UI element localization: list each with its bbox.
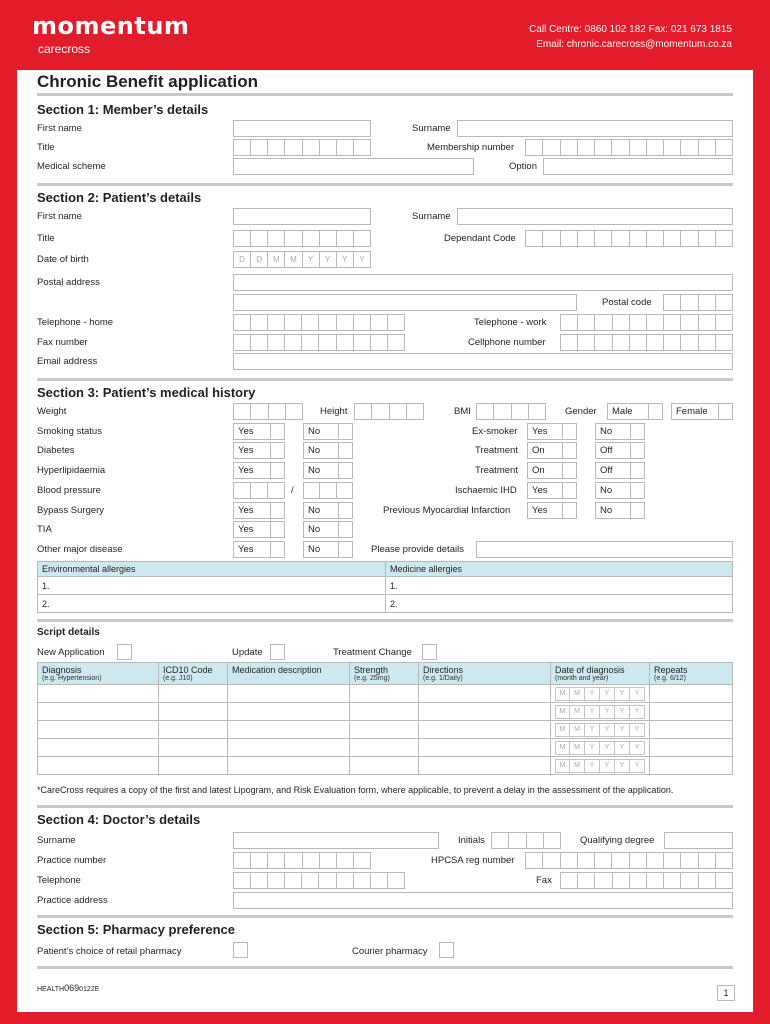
- smoking-no-option[interactable]: No: [303, 423, 353, 440]
- med-allergy-1[interactable]: 1.: [386, 577, 733, 595]
- diabetes-no-option[interactable]: No: [303, 442, 353, 459]
- table-row: M M Y Y Y Y: [38, 685, 733, 703]
- label-treatment: Treatment: [475, 465, 518, 476]
- label-postal-code: Postal code: [602, 297, 652, 308]
- script-title: Script details: [37, 627, 100, 638]
- contact-info: [529, 22, 732, 52]
- contact-email: Email: chronic.carecross@momentum.co.za: [536, 39, 732, 50]
- label-postal: Postal address: [37, 277, 100, 288]
- practice-number-field[interactable]: [233, 852, 371, 869]
- bp-diastolic-field[interactable]: [303, 482, 353, 499]
- exsmoker-yes-option[interactable]: Yes: [527, 423, 577, 440]
- fax-field[interactable]: [233, 334, 405, 351]
- med-allergy-2[interactable]: 2.: [386, 595, 733, 613]
- label-doctor-surname: Surname: [37, 835, 76, 846]
- label-doctor-fax: Fax: [536, 875, 552, 886]
- email-field[interactable]: [233, 353, 733, 370]
- label-retail-pharmacy: Patient’s choice of retail pharmacy: [37, 946, 182, 957]
- label-other: Other major disease: [37, 544, 123, 555]
- col-diagnosis: Diagnosis (e.g. Hypertension): [38, 663, 159, 685]
- section2-title: Section 2: Patient’s details: [37, 190, 202, 205]
- ihd-no-option[interactable]: No: [595, 482, 645, 499]
- label-ihd: Ischaemic IHD: [455, 485, 517, 496]
- divider: [37, 619, 733, 622]
- label-cell: Cellphone number: [468, 337, 546, 348]
- label-diabetes: Diabetes: [37, 445, 75, 456]
- gender-female-option[interactable]: [671, 403, 733, 420]
- divider: [37, 915, 733, 918]
- table-row: M M Y Y Y Y: [38, 757, 733, 775]
- height-field[interactable]: [354, 403, 424, 420]
- label-pmi: Previous Myocardial Infarction: [383, 505, 511, 516]
- label-qualifying: Qualifying degree: [580, 835, 655, 846]
- postal-address-line1[interactable]: [233, 274, 733, 291]
- label-practice: Practice number: [37, 855, 107, 866]
- retail-pharmacy-checkbox[interactable]: [233, 942, 248, 958]
- medical-scheme-field[interactable]: [233, 158, 474, 175]
- allergies-table: [37, 561, 733, 613]
- dependant-code-field[interactable]: [525, 230, 733, 247]
- divider: [37, 93, 733, 96]
- member-surname-field[interactable]: [457, 120, 733, 137]
- label-bp: Blood pressure: [37, 485, 101, 496]
- label-hpcsa: HPCSA reg number: [431, 855, 515, 866]
- divider: [37, 378, 733, 381]
- section5-title: Section 5: Pharmacy preference: [37, 922, 235, 937]
- col-icd10: ICD10 Code (e.g. J10): [159, 663, 228, 685]
- label-courier-pharmacy: Courier pharmacy: [352, 946, 428, 957]
- momentum-logo: momentum: [32, 12, 190, 40]
- form-code: HEALTH0690122E: [37, 983, 100, 993]
- label-tia: TIA: [37, 524, 52, 535]
- label-membership: Membership number: [427, 142, 515, 153]
- label-gender: Gender: [565, 406, 597, 417]
- doctor-fax-field[interactable]: [560, 872, 733, 889]
- section1-title: Section 1: Member’s details: [37, 102, 209, 117]
- pmi-yes-option[interactable]: Yes: [527, 502, 577, 519]
- contact-phone: Call Centre: 0860 102 182 Fax: 021 673 1815: [529, 24, 732, 35]
- pmi-no-option[interactable]: No: [595, 502, 645, 519]
- exsmoker-no-option[interactable]: No: [595, 423, 645, 440]
- label-new-app: New Application: [37, 647, 105, 658]
- label-height: Height: [320, 406, 348, 417]
- label-surname: Surname: [412, 123, 451, 134]
- divider: [37, 805, 733, 808]
- table-row: M M Y Y Y Y: [38, 703, 733, 721]
- male-checkbox[interactable]: [648, 403, 663, 420]
- patient-surname-field[interactable]: [457, 208, 733, 225]
- other-no-option[interactable]: No: [303, 541, 353, 558]
- label-scheme: Medical scheme: [37, 161, 106, 172]
- courier-pharmacy-checkbox[interactable]: [439, 942, 454, 958]
- label-hyper: Hyperlipidaemia: [37, 465, 106, 476]
- membership-number-field[interactable]: [525, 139, 733, 156]
- other-yes-option[interactable]: Yes: [233, 541, 285, 558]
- label-practice-address: Practice address: [37, 895, 108, 906]
- ihd-yes-option[interactable]: Yes: [527, 482, 577, 499]
- male-label: Male: [612, 406, 633, 417]
- script-table: [37, 662, 733, 775]
- hyper-off-option[interactable]: Off: [595, 462, 645, 479]
- bp-systolic-field[interactable]: [233, 482, 285, 499]
- col-medication: Medication description: [228, 663, 350, 685]
- label-option: Option: [509, 161, 537, 172]
- label-treatment: Treatment: [475, 445, 518, 456]
- section3-title: Section 3: Patient’s medical history: [37, 385, 256, 400]
- carecross-note: *CareCross requires a copy of the first and latest Lipogram, and Risk Evaluation form, where applicable, to prevent a delay in the assessment of the application.: [37, 785, 674, 795]
- patient-title-field[interactable]: [233, 230, 371, 247]
- hyper-on-option[interactable]: On: [527, 462, 577, 479]
- label-update: Update: [232, 647, 263, 658]
- env-allergy-2[interactable]: 2.: [38, 595, 386, 613]
- postal-code-field[interactable]: [663, 294, 733, 311]
- label-dob: Date of birth: [37, 254, 89, 265]
- member-first-name-field[interactable]: [233, 120, 371, 137]
- logo-subtitle: carecross: [38, 42, 91, 56]
- col-directions: Directions (e.g. 1/Daily): [419, 663, 551, 685]
- practice-address-field[interactable]: [233, 892, 733, 909]
- new-application-checkbox[interactable]: [117, 644, 132, 660]
- page-header: [0, 0, 770, 70]
- divider: [37, 183, 733, 186]
- label-surname: Surname: [412, 211, 451, 222]
- initials-field[interactable]: [491, 832, 561, 849]
- label-exsmoker: Ex-smoker: [472, 426, 518, 437]
- diabetes-on-option[interactable]: On: [527, 442, 577, 459]
- page-number: 1: [717, 985, 735, 1001]
- col-date: Date of diagnosis (month and year): [551, 663, 650, 685]
- med-allergies-header: Medicine allergies: [386, 562, 733, 577]
- diabetes-off-option[interactable]: Off: [595, 442, 645, 459]
- tia-no-option[interactable]: No: [303, 521, 353, 538]
- label-telephone: Telephone: [37, 875, 81, 886]
- table-row: M M Y Y Y Y: [38, 739, 733, 757]
- label-dependant: Dependant Code: [444, 233, 516, 244]
- hyper-yes-option[interactable]: Yes: [233, 462, 285, 479]
- label-treat-change: Treatment Change: [333, 647, 412, 658]
- other-details-field[interactable]: [476, 541, 733, 558]
- divider: [37, 966, 733, 969]
- cellphone-field[interactable]: [560, 334, 733, 351]
- form-page: [17, 70, 753, 1012]
- env-allergies-header: Environmental allergies: [38, 562, 386, 577]
- col-repeats: Repeats (e.g. 6/12): [650, 663, 733, 685]
- label-tel-work: Telephone - work: [474, 317, 547, 328]
- option-field[interactable]: [543, 158, 733, 175]
- label-tel-home: Telephone - home: [37, 317, 114, 328]
- patient-first-name-field[interactable]: [233, 208, 371, 225]
- label-bypass: Bypass Surgery: [37, 505, 105, 516]
- member-title-field[interactable]: [233, 139, 371, 156]
- female-checkbox[interactable]: [718, 403, 733, 420]
- section4-title: Section 4: Doctor’s details: [37, 812, 201, 827]
- label-smoking: Smoking status: [37, 426, 102, 437]
- label-first-name: First name: [37, 211, 82, 222]
- label-first-name: First name: [37, 123, 82, 134]
- treatment-change-checkbox[interactable]: [422, 644, 437, 660]
- bp-separator: /: [291, 485, 294, 496]
- label-title: Title: [37, 142, 55, 153]
- weight-field[interactable]: [233, 403, 303, 420]
- label-initials: Initials: [458, 835, 485, 846]
- label-weight: Weight: [37, 406, 67, 417]
- doctor-surname-field[interactable]: [233, 832, 439, 849]
- label-fax: Fax number: [37, 337, 88, 348]
- table-row: M M Y Y Y Y: [38, 721, 733, 739]
- label-provide: Please provide details: [371, 544, 464, 555]
- update-checkbox[interactable]: [270, 644, 285, 660]
- tel-work-field[interactable]: [560, 314, 733, 331]
- smoking-yes-option[interactable]: Yes: [233, 423, 285, 440]
- postal-address-line2[interactable]: [233, 294, 577, 311]
- form-title: Chronic Benefit application: [37, 72, 259, 91]
- doctor-telephone-field[interactable]: [233, 872, 405, 889]
- diabetes-yes-option[interactable]: Yes: [233, 442, 285, 459]
- label-title: Title: [37, 233, 55, 244]
- env-allergy-1[interactable]: 1.: [38, 577, 386, 595]
- qualifying-degree-field[interactable]: [664, 832, 733, 849]
- bmi-field[interactable]: [476, 403, 546, 420]
- female-label: Female: [676, 406, 708, 417]
- hpcsa-field[interactable]: [525, 852, 733, 869]
- tia-yes-option[interactable]: Yes: [233, 521, 285, 538]
- gender-male-option[interactable]: [607, 403, 663, 420]
- tel-home-field[interactable]: [233, 314, 405, 331]
- col-strength: Strength (e.g. 25mg): [350, 663, 419, 685]
- hyper-no-option[interactable]: No: [303, 462, 353, 479]
- bypass-no-option[interactable]: No: [303, 502, 353, 519]
- label-email: Email address: [37, 356, 98, 367]
- dob-field[interactable]: D D M M Y Y Y Y: [233, 251, 371, 268]
- bypass-yes-option[interactable]: Yes: [233, 502, 285, 519]
- label-bmi: BMI: [454, 406, 471, 417]
